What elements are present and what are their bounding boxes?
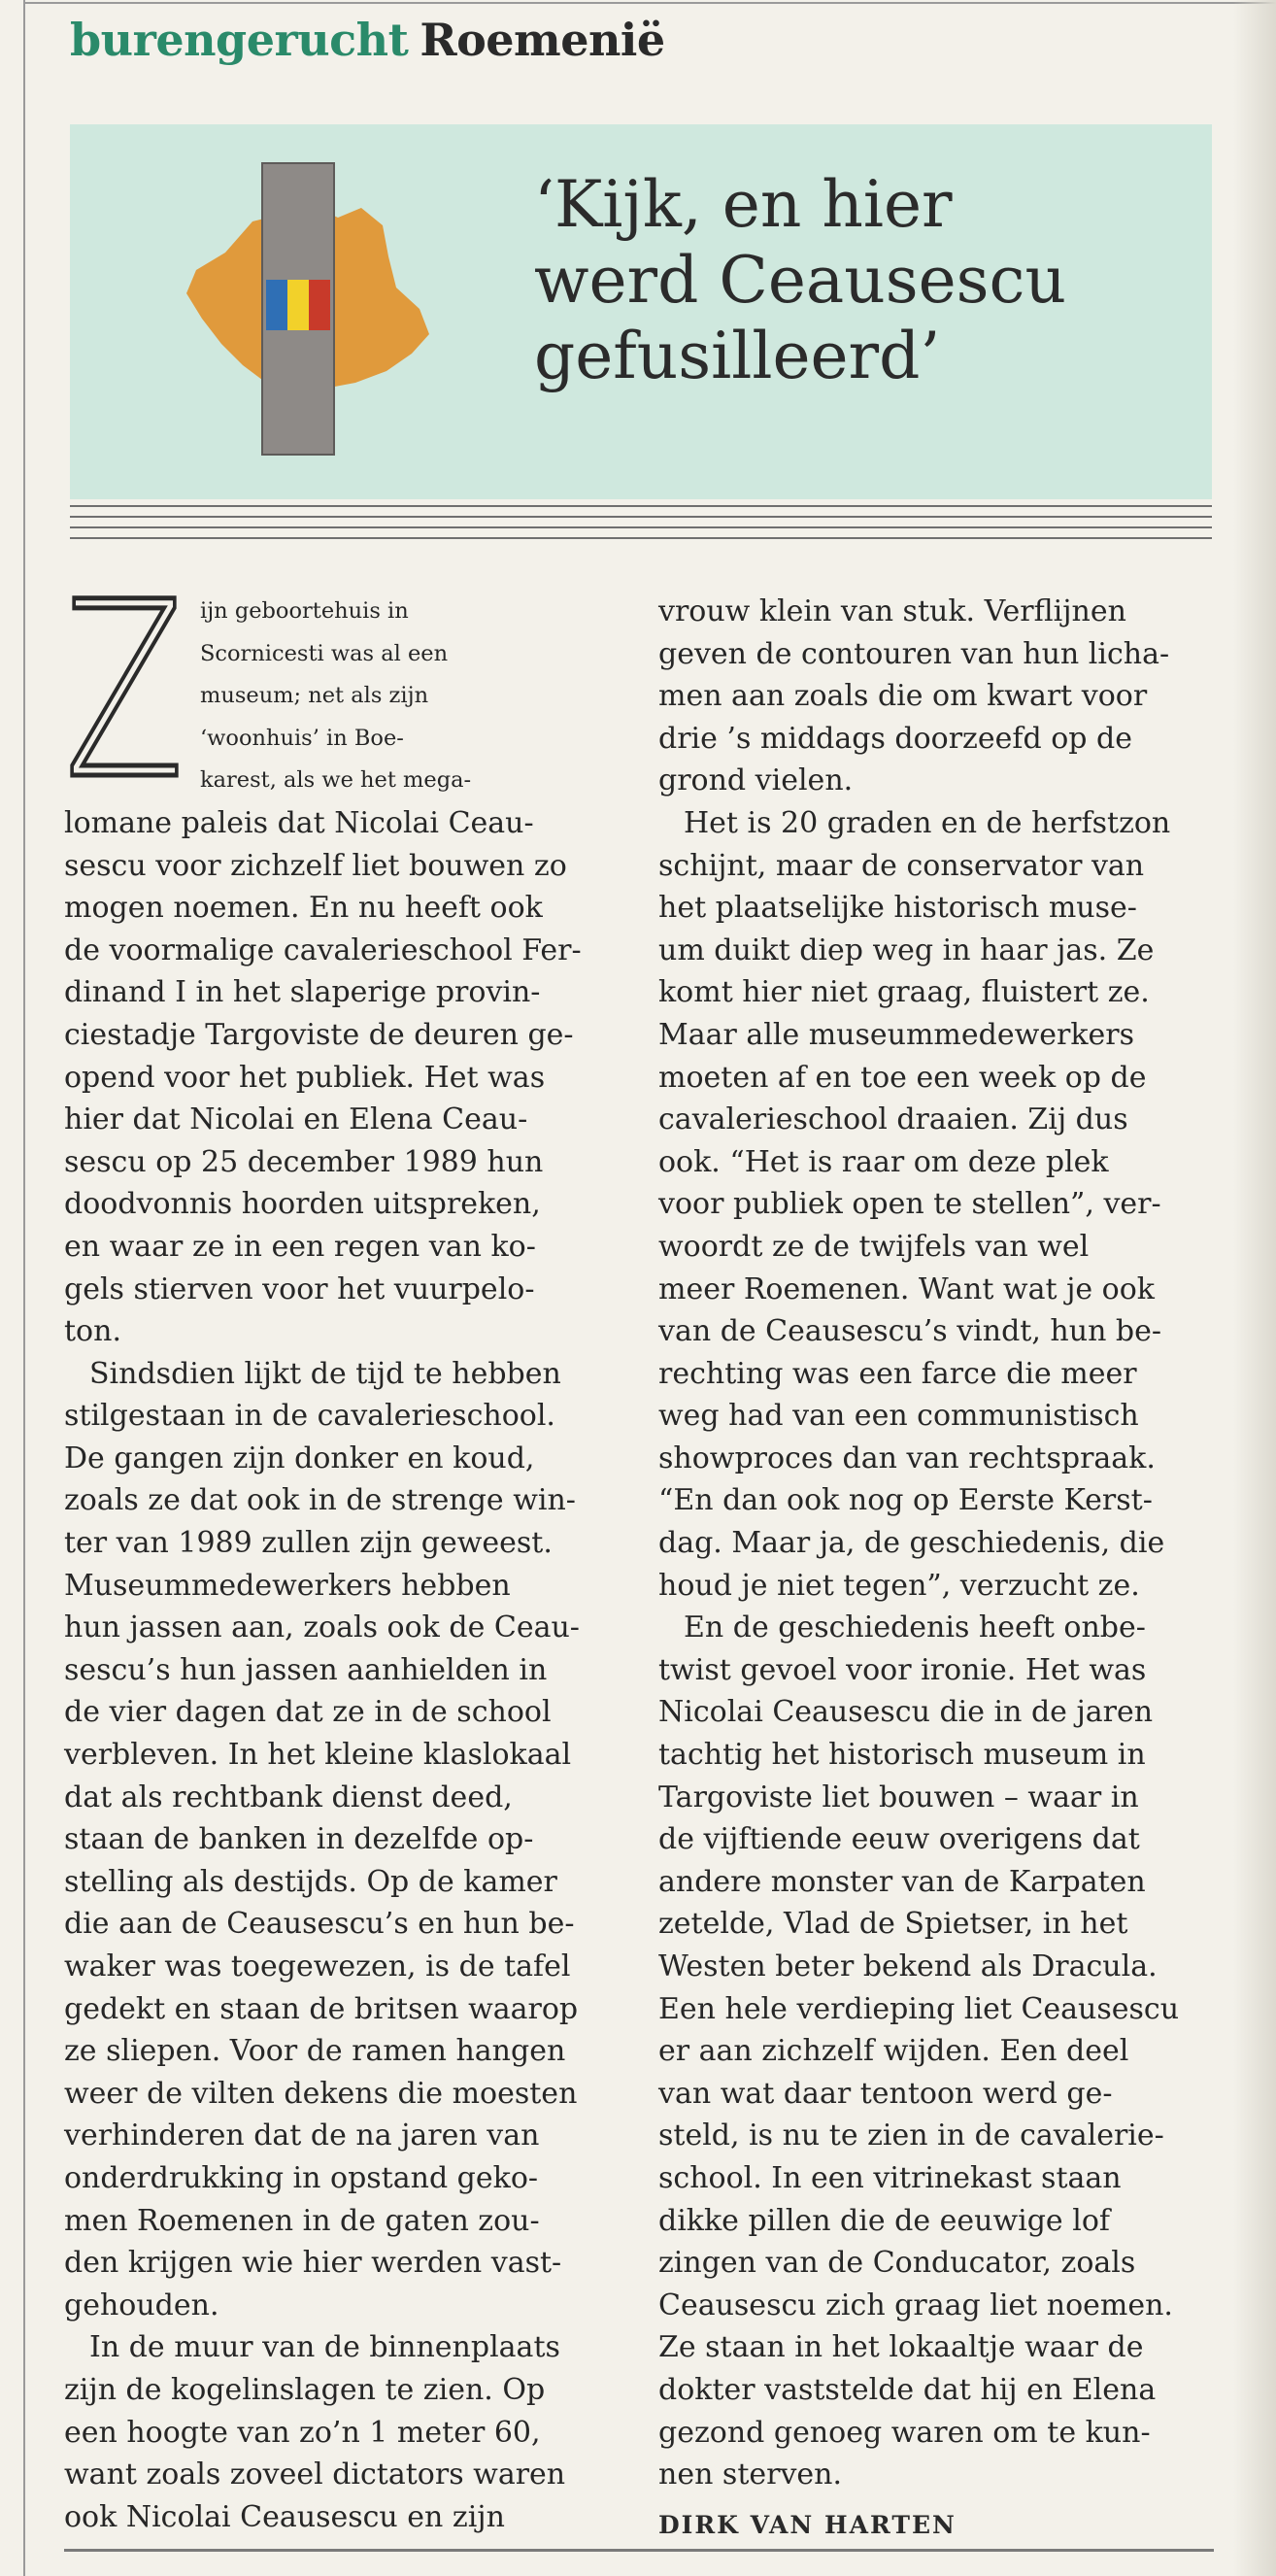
article-line: en waar ze in een regen van ko- [64, 1229, 536, 1264]
article-line: de vijftiende eeuw overigens dat [658, 1822, 1140, 1857]
article-line: verbleven. In het kleine klaslokaal [64, 1738, 572, 1773]
article-line: tachtig het historisch museum in [658, 1738, 1146, 1773]
article-line: ciestadje Targoviste de deuren ge- [64, 1017, 574, 1052]
article-line: een hoogte van zo’n 1 meter 60, [64, 2415, 541, 2450]
article-paragraph [658, 1607, 1218, 2495]
article-line: ook Nicolai Ceausescu en zijn [64, 2499, 505, 2534]
article-line: hier dat Nicolai en Elena Ceau- [64, 1102, 528, 1137]
article-paragraph [64, 1353, 608, 2327]
article-line: dag. Maar ja, de geschiedenis, die [658, 1526, 1165, 1561]
article-line: moeten af en toe een week op de [658, 1060, 1147, 1095]
country-label: Roemenië [420, 14, 665, 66]
article-line: Scornicesti was al een [200, 640, 449, 666]
article-line: um duikt diep weg in haar jas. Ze [658, 932, 1155, 967]
article-line: Sindsdien lijkt de tijd te hebben [89, 1356, 561, 1391]
article-line: komt hier niet graag, fluistert ze. [658, 975, 1150, 1010]
article-line: sescu voor zichzelf liet bouwen zo [64, 848, 567, 883]
article-line: geven de contouren van hun licha- [658, 636, 1170, 671]
headline-banner [70, 124, 1212, 499]
article-line: verhinderen dat de na jaren van [64, 2118, 540, 2153]
article-line: rechting was een farce die meer [658, 1356, 1137, 1391]
article-paragraph [658, 802, 1218, 1607]
article-line: Nicolai Ceausescu die in de jaren [658, 1695, 1154, 1730]
article-line: stelling als destijds. Op de kamer [64, 1864, 557, 1899]
article-line: Targoviste liet bouwen – waar in [658, 1779, 1139, 1814]
article-line: men aan zoals die om kwart voor [658, 679, 1148, 714]
article-line: opend voor het publiek. Het was [64, 1060, 546, 1095]
article-line: Het is 20 graden en de herfstzon [684, 805, 1171, 840]
article-line: zetelde, Vlad de Spietser, in het [658, 1907, 1128, 1942]
romania-map-icon [157, 163, 449, 455]
article-line: de voormalige cavalerieschool Fer- [64, 932, 582, 967]
article-line: Een hele verdieping liet Ceausescu [658, 1991, 1180, 2026]
article-line: staan de banken in dezelfde op- [64, 1822, 534, 1857]
article-line: zingen van de Conducator, zoals [658, 2246, 1136, 2281]
article-line: cavalerieschool draaien. Zij dus [658, 1102, 1128, 1137]
article-line: Ceausescu zich graag liet noemen. [658, 2288, 1173, 2322]
article-line: ‘woonhuis’ in Boe- [200, 725, 404, 751]
article-line: dat als rechtbank dienst deed, [64, 1779, 513, 1814]
article-line: steld, is nu te zien in de cavalerie- [658, 2118, 1164, 2153]
article-line: dokter vaststelde dat hij en Elena [658, 2372, 1157, 2407]
article-line: showproces dan van rechtspraak. [658, 1441, 1156, 1475]
article-line: andere monster van de Karpaten [658, 1864, 1146, 1899]
article-line: museum; net als zijn [200, 683, 429, 709]
article-line: de vier dagen dat ze in de school [64, 1695, 552, 1730]
article-line: ter van 1989 zullen zijn geweest. [64, 1526, 553, 1561]
article-line: gehouden. [64, 2288, 219, 2322]
article-line: De gangen zijn donker en koud, [64, 1441, 535, 1475]
article-line: woordt ze de twijfels van wel [658, 1229, 1090, 1264]
article-line: In de muur van de binnenplaats [89, 2330, 560, 2365]
article-line: van de Ceausescu’s vindt, hun be- [658, 1314, 1162, 1349]
article-line: onderdrukking in opstand geko- [64, 2160, 539, 2195]
article-line: dinand I in het slaperige provin- [64, 975, 541, 1010]
section-label: burengerucht [70, 14, 409, 66]
article-line: zoals ze dat ook in de strenge win- [64, 1483, 576, 1518]
headline: ‘Kijk, en hier werd Ceausescu gefusilleerd’ [534, 167, 1067, 393]
article-line: den krijgen wie hier werden vast- [64, 2246, 562, 2281]
article-line: ton. [64, 1314, 121, 1349]
article-line: gedekt en staan de britsen waarop [64, 1991, 579, 2026]
article-paragraph [64, 2326, 608, 2538]
article-line: weer de vilten dekens die moesten [64, 2076, 578, 2111]
article-paragraph [658, 591, 1218, 802]
article-line: ijn geboortehuis in [200, 598, 409, 624]
article-line: vrouw klein van stuk. Verflijnen [658, 594, 1126, 628]
article-line: ook. “Het is raar om deze plek [658, 1144, 1109, 1179]
article-line: die aan de Ceausescu’s en hun be- [64, 1907, 575, 1942]
article-line: sescu’s hun jassen aanhielden in [64, 1652, 548, 1687]
article-line: gels stierven voor het vuurpelo- [64, 1271, 535, 1306]
article-line: weg had van een communistisch [658, 1399, 1139, 1434]
article-line: meer Roemenen. Want wat je ook [658, 1271, 1155, 1306]
article-line: Ze staan in het lokaaltje waar de [658, 2330, 1144, 2365]
article-line: er aan zichzelf wijden. Een deel [658, 2034, 1129, 2069]
article-line: van wat daar tentoon werd ge- [658, 2076, 1113, 2111]
article-line: doodvonnis hoorden uitspreken, [64, 1187, 541, 1222]
banner-rules [70, 499, 1212, 542]
facing-page-bleed [1233, 0, 1276, 2576]
drop-cap [64, 550, 200, 832]
article-line: “En dan ook nog op Eerste Kerst- [658, 1483, 1153, 1518]
byline: DIRK VAN HARTEN [658, 2510, 957, 2539]
article-line: voor publiek open te stellen”, ver- [658, 1187, 1161, 1222]
article-line: gezond genoeg waren om te kun- [658, 2415, 1151, 2450]
page-top-rule [23, 2, 1276, 4]
article-line: school. In een vitrinekast staan [658, 2160, 1122, 2195]
article-line: dikke pillen die de eeuwige lof [658, 2203, 1110, 2238]
article-line: zijn de kogelinslagen te zien. Op [64, 2372, 546, 2407]
article-column-1 [64, 550, 608, 2538]
article-line: waker was toegewezen, is de tafel [64, 1949, 571, 1983]
article-line: drie ’s middags doorzeefd op de [658, 721, 1132, 756]
page-bottom-rule [64, 2549, 1214, 2552]
article-line: Maar alle museummedewerkers [658, 1017, 1135, 1052]
article-line: schijnt, maar de conservator van [658, 848, 1145, 883]
article-line: nen sterven. [658, 2457, 843, 2492]
article-line: mogen noemen. En nu heeft ook [64, 891, 543, 926]
article-line: want zoals zoveel dictators waren [64, 2457, 566, 2492]
article-column-2 [658, 591, 1218, 2546]
article-line: houd je niet tegen”, verzucht ze. [658, 1568, 1140, 1603]
article-line: twist gevoel voor ironie. Het was [658, 1652, 1147, 1687]
article-line: Westen beter bekend als Dracula. [658, 1949, 1158, 1983]
article-line: lomane paleis dat Nicolai Ceau- [64, 805, 534, 840]
drop-cap-letter: Z [64, 550, 185, 832]
article-paragraph [64, 550, 608, 1353]
article-line: grond vielen. [658, 763, 854, 798]
romanian-flag-icon [266, 280, 330, 330]
article-line: sescu op 25 december 1989 hun [64, 1144, 544, 1179]
article-line: En de geschiedenis heeft onbe- [684, 1610, 1146, 1645]
article-line: hun jassen aan, zoals ook de Ceau- [64, 1610, 580, 1645]
article-line: men Roemenen in de gaten zou- [64, 2203, 540, 2238]
article-line: ze sliepen. Voor de ramen hangen [64, 2034, 566, 2069]
article-line: Museummedewerkers hebben [64, 1568, 511, 1603]
article-line: het plaatselijke historisch muse- [658, 891, 1137, 926]
section-kicker [70, 14, 665, 66]
article-line: karest, als we het mega- [200, 767, 472, 794]
page-left-rule [23, 0, 25, 2576]
article-line: stilgestaan in de cavalerieschool. [64, 1399, 555, 1434]
